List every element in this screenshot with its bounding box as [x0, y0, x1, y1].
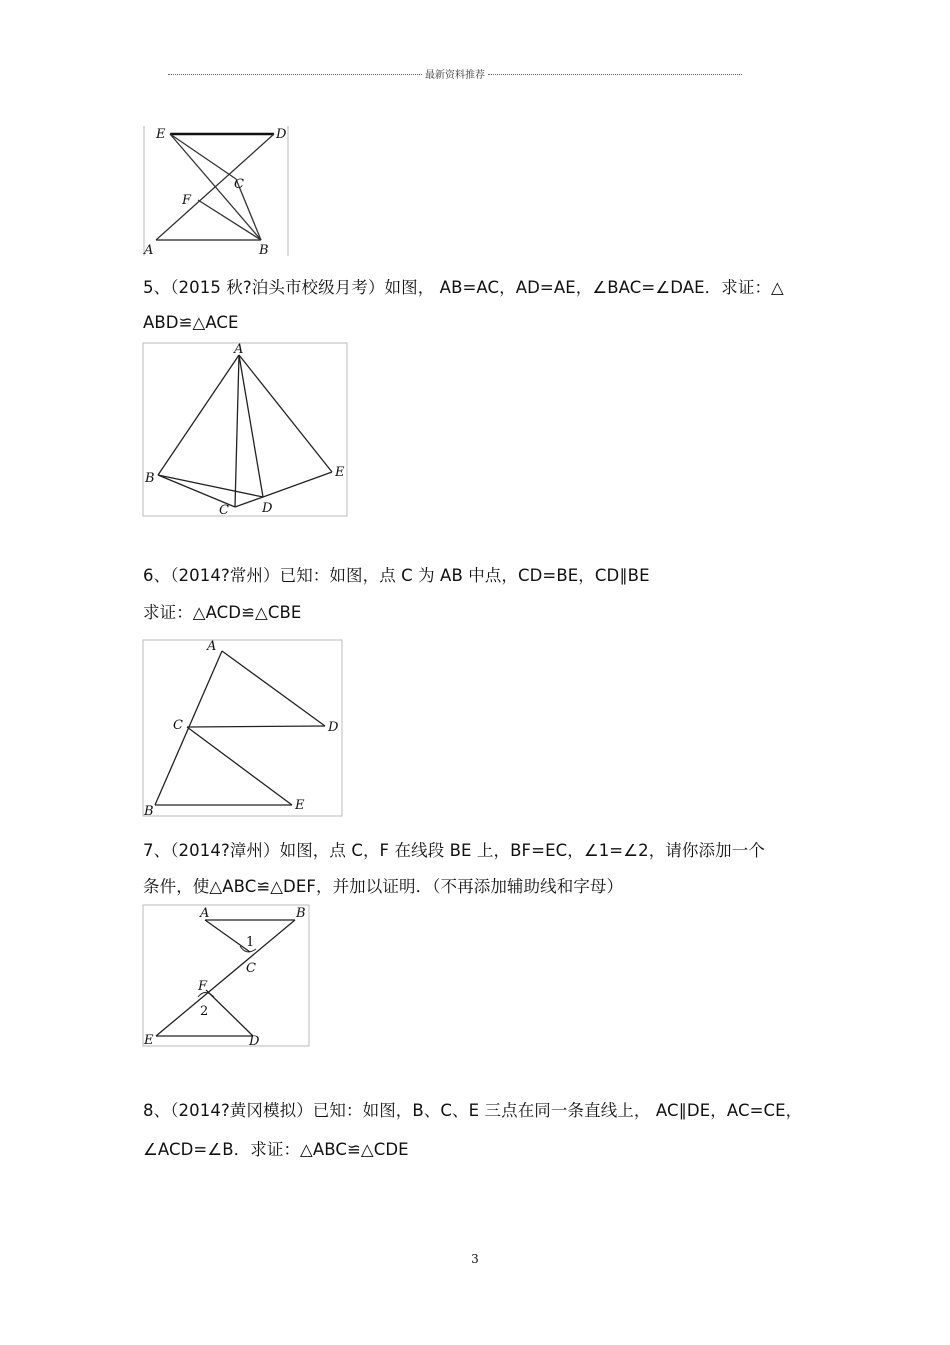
label-C: C [173, 718, 183, 733]
label-A: A [144, 243, 154, 258]
label-E: E [295, 798, 305, 813]
segment-AC [235, 355, 239, 507]
label-B: B [296, 906, 306, 921]
header-rule-left [168, 74, 422, 75]
problem-5-line-2: ABD≌△ACE [143, 313, 239, 332]
figure-problem-6 [142, 639, 344, 819]
segment-AB [158, 355, 239, 475]
segment-EB [170, 134, 261, 240]
label-A: A [200, 906, 210, 921]
label-B: B [144, 804, 154, 819]
frame [143, 343, 347, 516]
segment-AE [239, 355, 332, 472]
problem-6-line-2: 求证：△ACD≌△CBE [143, 603, 302, 622]
problem-7-line-2: 条件，使△ABC≌△DEF，并加以证明．（不再添加辅助线和字母） [143, 877, 624, 896]
label-C: C [234, 177, 244, 192]
label-E: E [144, 1033, 154, 1048]
label-C: C [246, 961, 256, 976]
segment-AD [239, 355, 263, 497]
segment-CD [235, 497, 263, 507]
header-title: 最新资料推荐 [425, 70, 485, 81]
label-B: B [145, 471, 155, 486]
segment-DE [263, 472, 332, 497]
segment-AC [205, 920, 250, 952]
label-D: D [328, 720, 339, 735]
label-F: F [182, 193, 192, 208]
page-header [168, 66, 742, 81]
label-D: D [262, 501, 273, 516]
label-A: A [234, 342, 244, 357]
label-D: D [249, 1034, 260, 1049]
segment-BE [156, 920, 295, 1036]
problem-6-line-1: 6、（2014?常州）已知：如图，点 C 为 AB 中点，CD=BE，CD∥BE [143, 566, 650, 585]
segment-FD [206, 990, 253, 1036]
problem-7-line-1: 7、（2014?漳州）如图，点 C，F 在线段 BE 上，BF=EC，∠1=∠2，请你添加一个 [143, 841, 765, 860]
label-C: C [219, 503, 229, 518]
label-F: F [198, 979, 208, 994]
segment-CE [187, 727, 292, 805]
label-E: E [156, 127, 166, 142]
problem-8-line-2: ∠ACD=∠B．求证：△ABC≌△CDE [143, 1140, 409, 1159]
problem-5-line-1: 5、（2015 秋?泊头市校级月考）如图， AB=AC，AD=AE，∠BAC=∠DAE．求证：△ [143, 278, 784, 297]
label-angle-2: 2 [200, 1004, 209, 1019]
page-number: 3 [471, 1252, 479, 1266]
figure-problem-4 [140, 124, 292, 258]
label-angle-1: 1 [246, 935, 255, 950]
label-E: E [335, 465, 345, 480]
segment-AD [222, 651, 325, 726]
problem-8-line-1: 8、（2014?黄冈模拟）已知：如图，B、C、E 三点在同一条直线上， AC∥DE，AC=CE， [143, 1101, 803, 1120]
label-B: B [259, 243, 269, 258]
segment-BD [158, 475, 263, 497]
label-D: D [276, 127, 287, 142]
label-A: A [207, 639, 217, 654]
figure-problem-7 [142, 904, 312, 1048]
frame [143, 905, 309, 1046]
segment-CD [187, 726, 325, 727]
figure-problem-5 [142, 342, 348, 518]
header-rule-right [488, 74, 742, 75]
segment-FB [198, 200, 261, 240]
